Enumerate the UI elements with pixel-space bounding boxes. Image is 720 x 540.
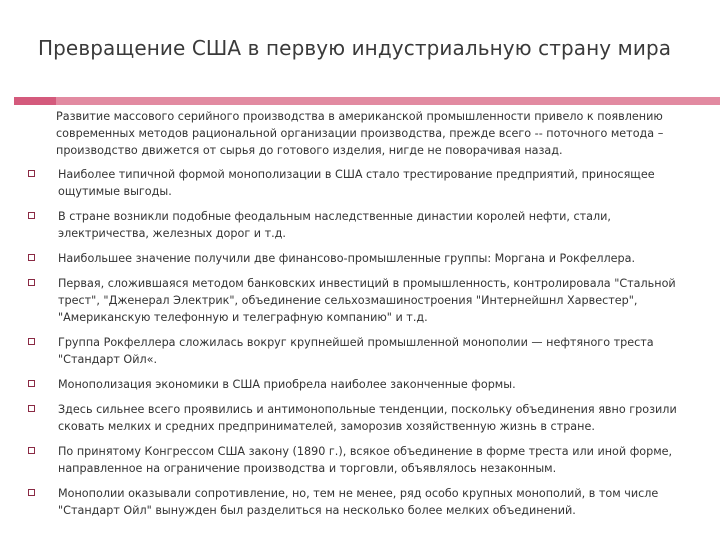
hollow-square-bullet-icon bbox=[28, 212, 35, 219]
bullet-list bbox=[28, 166, 698, 519]
list-item bbox=[28, 250, 698, 267]
intro-paragraph: Развитие массового серийного производства в американской промышленности привело к появлению современных методов рациональной организации производства, прежде всего -- поточного метода – производство движется от сырья до готового изделия, нигде не поворачивая назад. bbox=[56, 110, 664, 157]
list-item bbox=[28, 166, 698, 200]
list-item-text: В стране возникли подобные феодальным наследственные династии королей нефти, стали, электричества, железных дорог и т.д. bbox=[58, 210, 611, 240]
list-item-text: Группа Рокфеллера сложилась вокруг крупнейшей промышленной монополии — нефтяного треста "Стандарт Ойл«. bbox=[58, 336, 654, 366]
slide-title: Превращение США в первую индустриальную страну мира bbox=[38, 36, 672, 60]
accent-bar bbox=[14, 97, 720, 105]
accent-square bbox=[14, 97, 56, 105]
list-item bbox=[28, 376, 698, 393]
list-item-text: Монополизация экономики в США приобрела наиболее законченные формы. bbox=[58, 378, 516, 391]
list-item-text: Первая, сложившаяся методом банковских инвестиций в промышленность, контролировала "Стальной трест", "Дженерал Электрик", объединение сельхозмашиностроения "Интернейшнл Харвестер", "Американскую телефонную и телеграфную компанию" и т.д. bbox=[58, 277, 676, 324]
list-item-text: Наиболее типичной формой монополизации в США стало трестирование предприятий, приносящее ощутимые выгоды. bbox=[58, 168, 655, 198]
hollow-square-bullet-icon bbox=[28, 279, 35, 286]
list-item-text: Монополии оказывали сопротивление, но, тем не менее, ряд особо крупных монополий, в том числе "Стандарт Ойл" вынужден был разделиться на несколько более мелких объединений. bbox=[58, 487, 659, 517]
hollow-square-bullet-icon bbox=[28, 447, 35, 454]
list-item bbox=[28, 401, 698, 435]
hollow-square-bullet-icon bbox=[28, 338, 35, 345]
list-item bbox=[28, 485, 698, 519]
list-item bbox=[28, 208, 698, 242]
hollow-square-bullet-icon bbox=[28, 489, 35, 496]
hollow-square-bullet-icon bbox=[28, 405, 35, 412]
list-item-text: По принятому Конгрессом США закону (1890 г.), всякое объединение в форме треста или иной форме, направленное на ограничение производства и торговли, объявлялось незаконным. bbox=[58, 445, 673, 475]
list-item bbox=[28, 443, 698, 477]
hollow-square-bullet-icon bbox=[28, 170, 35, 177]
hollow-square-bullet-icon bbox=[28, 254, 35, 261]
list-item-text: Наибольшее значение получили две финансово-промышленные группы: Моргана и Рокфеллера. bbox=[58, 252, 636, 265]
list-item-text: Здесь сильнее всего проявились и антимонопольные тенденции, поскольку объединения явно грозили сковать мелких и средних предпринимателей, заморозив хозяйственную жизнь в стране. bbox=[58, 403, 677, 433]
list-item bbox=[28, 275, 698, 326]
list-item bbox=[28, 334, 698, 368]
hollow-square-bullet-icon bbox=[28, 380, 35, 387]
